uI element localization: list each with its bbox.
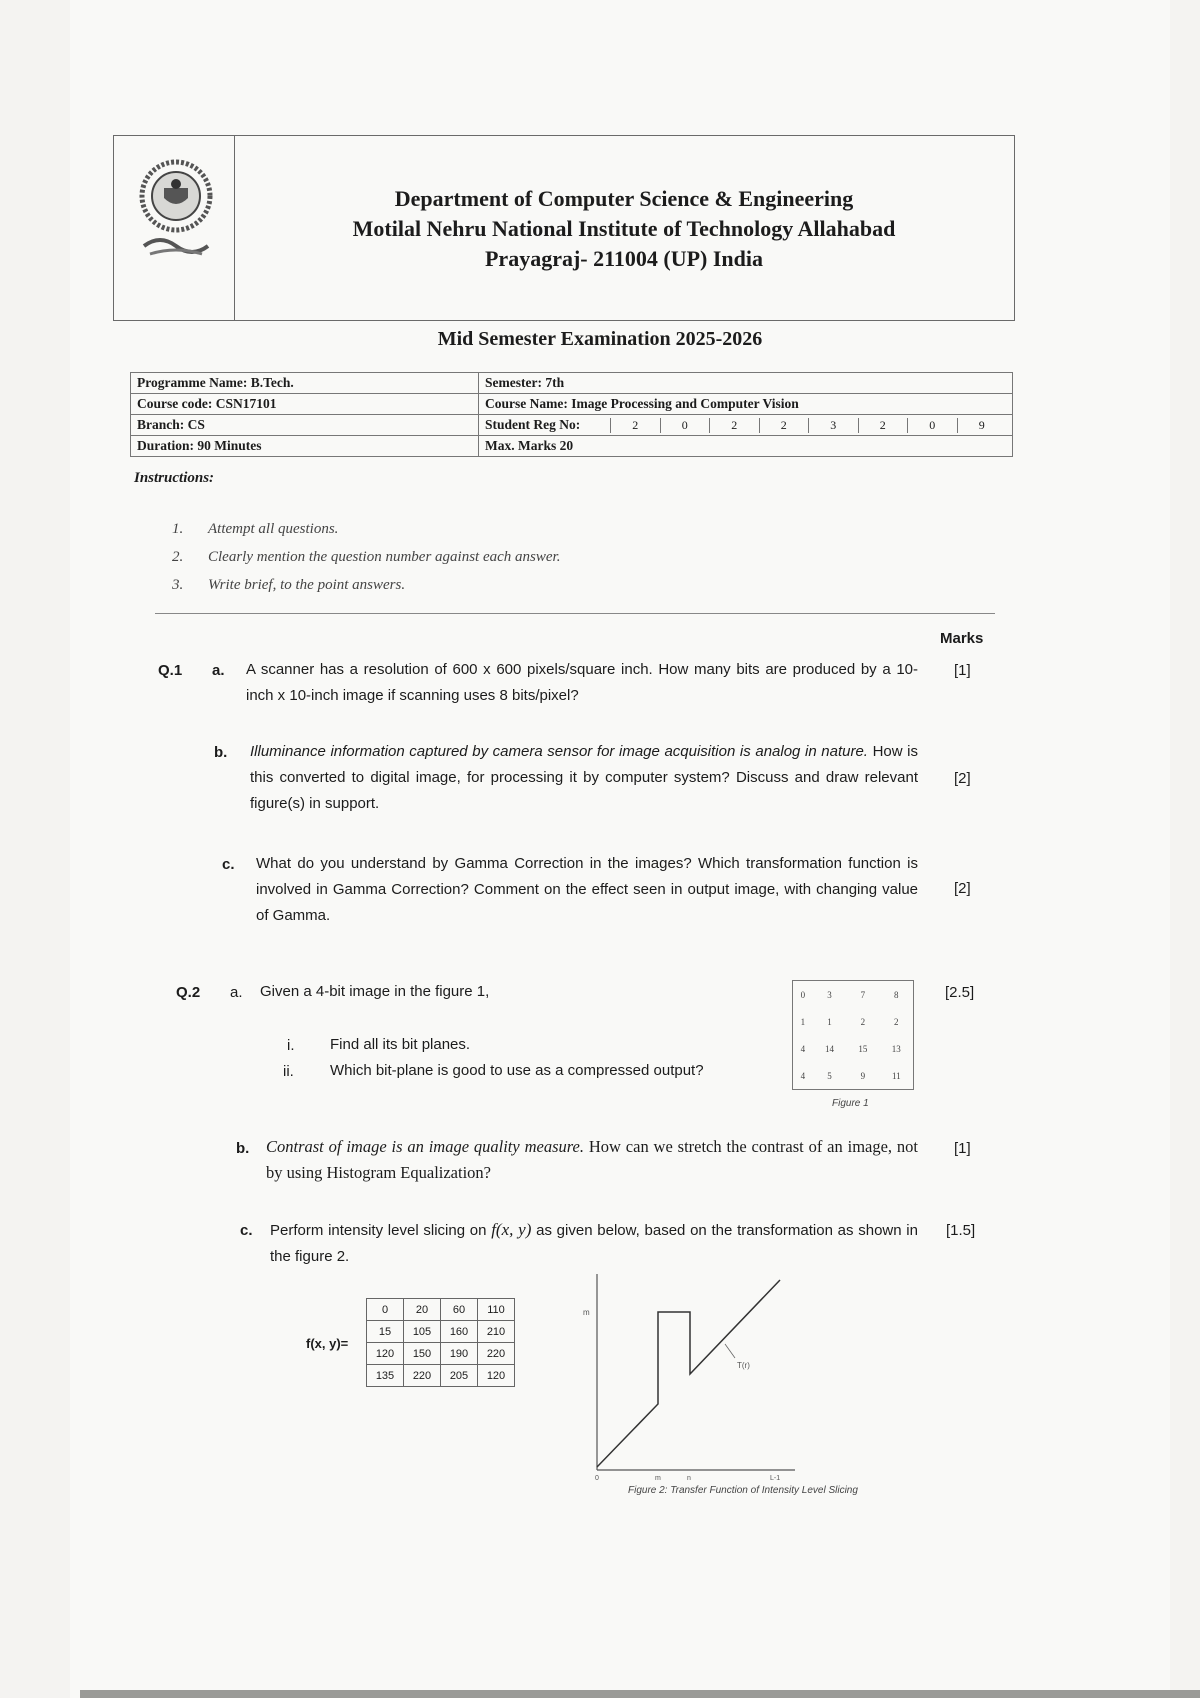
reg-digit-box: 0 [907,418,957,433]
fxy-cell: 60 [441,1299,478,1321]
q1c-marks: [2] [954,880,971,897]
department-name: Department of Computer Science & Engineering [394,186,854,211]
q2c-text-pre: Perform intensity level slicing on [270,1222,492,1239]
fxy-cell: 190 [441,1343,478,1365]
student-reg-cell [479,415,1013,436]
q2c-function-expression: f(x, y) [491,1220,532,1239]
q2a-sub-2-number: ii. [283,1063,294,1080]
figure-1-cell: 4 [800,1070,806,1081]
fxy-cell: 220 [404,1365,441,1387]
y-tick-label: m [583,1308,590,1317]
instruction-number: 2. [172,549,184,565]
q1a-text: A scanner has a resolution of 600 x 600 pixels/square inch. How many bits are produced by a 10-inch x 10-inch image if scanning uses 8 bits/pixel? [246,661,918,704]
fxy-cell: 105 [404,1321,441,1343]
figure-1-cell: 11 [891,1070,901,1081]
q2b-text [266,1134,918,1186]
reg-digit-box: 2 [610,418,660,433]
figure-1-row [793,1062,913,1089]
scan-edge [80,1690,1200,1698]
fxy-row [367,1343,515,1365]
q2a-sub-2-text: Which bit-plane is good to use as a compressed output? [330,1062,704,1079]
instruction-item [172,577,405,594]
q2c-marks: [1.5] [946,1222,976,1239]
q1a-marks: [1] [954,662,971,679]
q1b-marks: [2] [954,770,971,787]
q1b-text [250,739,918,817]
exam-info-table [130,372,1013,457]
fxy-cell: 120 [367,1343,404,1365]
figure-1-cell: 2 [894,1016,899,1027]
fxy-row [367,1365,515,1387]
divider [155,613,995,614]
instruction-text: Clearly mention the question number against each answer. [208,549,561,565]
reg-digit-box: 2 [709,418,759,433]
figure-1-row [793,1035,913,1062]
fxy-row [367,1299,515,1321]
reg-label: Student Reg No: [485,417,581,432]
q2b-plain-text: How can we stretch the contrast of an image, not by using Histogram Equalization? [266,1137,918,1182]
q2b-italic-text: Contrast of image is an image quality measure. [266,1137,584,1156]
figure-1-row [793,1008,913,1035]
reg-digit-box: 2 [858,418,908,433]
q2a-sub-1-text: Find all its bit planes. [330,1036,471,1053]
q1c-label: c. [222,856,235,873]
semester: Semester: 7th [479,373,1013,394]
course-name: Course Name: Image Processing and Computer Vision [479,394,1013,415]
reg-digit-box: 0 [660,418,710,433]
instruction-item [172,549,560,566]
instruction-number: 1. [172,521,184,537]
figure-1-cell: 5 [827,1070,832,1081]
course-code: Course code: CSN17101 [131,394,479,415]
x-tick-label: L-1 [770,1475,781,1482]
q1c-text: What do you understand by Gamma Correction in the images? Which transformation function is involved in Gamma Correction? Comment on the effect seen in output image, with changing value of Gamma. [256,855,918,924]
question-2-number: Q.2 [176,984,201,1001]
q1b-plain-text: How is this converted to digital image, for processing it by computer system? Discuss and draw relevant figure(s) in support. [250,743,918,812]
reg-digit-box: 9 [957,418,1007,433]
institute-address: Prayagraj- 211004 (UP) India [484,246,764,271]
x-tick-label: n [687,1475,691,1482]
q2a-sub-1-number: i. [287,1037,295,1054]
transfer-curve [597,1280,780,1467]
curve-pointer [725,1344,735,1358]
instruction-text: Attempt all questions. [208,521,339,537]
duration: Duration: 90 Minutes [131,436,479,457]
q2a-marks: [2.5] [945,984,975,1001]
fxy-matrix [366,1298,515,1387]
figure-1-cell: 9 [860,1070,866,1081]
figure-1-grid [792,980,914,1090]
figure-2-caption: Figure 2: Transfer Function of Intensity Level Slicing [628,1485,858,1496]
fxy-cell: 150 [404,1343,441,1365]
q2a-text: Given a 4-bit image in the figure 1, [260,983,490,1000]
figure-1-cell: 2 [860,1016,866,1027]
fxy-cell: 15 [367,1321,404,1343]
marks-header: Marks [940,630,984,647]
figure-1-cell: 7 [860,989,866,1000]
fxy-cell: 160 [441,1321,478,1343]
figure-1-cell: 15 [858,1043,868,1054]
figure-1-cell: 14 [824,1043,834,1054]
figure-1-cell: 0 [800,989,806,1000]
x-tick-label: 0 [595,1475,599,1482]
q2c-text-post: as given below, based on the transformation as shown in the figure 2. [270,1222,918,1265]
branch: Branch: CS [131,415,479,436]
figure-2-transfer-function [585,1262,805,1482]
instructions-title: Instructions: [134,470,215,486]
curve-label: T(r) [737,1361,750,1370]
instruction-item [172,521,338,538]
q1b-italic-text: Illuminance information captured by camera sensor for image acquisition is analog in nature. [250,743,868,760]
q1b-label: b. [214,744,228,761]
figure-1-caption: Figure 1 [832,1098,869,1109]
reg-digit-box: 2 [759,418,809,433]
figure-1-cell: 1 [800,1016,806,1027]
header-box [113,135,1015,321]
question-1-number: Q.1 [158,662,183,679]
figure-1-cell: 4 [800,1043,806,1054]
q1a-label: a. [212,662,225,679]
fxy-cell: 135 [367,1365,404,1387]
institute-name: Motilal Nehru National Institute of Technology Allahabad [352,216,896,241]
instruction-number: 3. [172,577,184,593]
figure-1-cell: 3 [827,989,832,1000]
figure-1-row [793,981,913,1008]
programme-name: Programme Name: B.Tech. [131,373,479,394]
fxy-cell: 210 [478,1321,515,1343]
figure-1-cell: 8 [894,989,899,1000]
q2c-label: c. [240,1222,253,1239]
fxy-cell: 205 [441,1365,478,1387]
fxy-cell: 20 [404,1299,441,1321]
instruction-text: Write brief, to the point answers. [208,577,406,593]
fxy-row [367,1321,515,1343]
x-tick-label: m [655,1475,661,1482]
reg-digit-box: 3 [808,418,858,433]
fxy-cell: 220 [478,1343,515,1365]
fxy-cell: 120 [478,1365,515,1387]
fxy-cell: 110 [478,1299,515,1321]
fxy-label: f(x, y)= [306,1336,349,1351]
q2b-marks: [1] [954,1140,971,1157]
max-marks: Max. Marks 20 [479,436,1013,457]
exam-title: Mid Semester Examination 2025-2026 [437,328,763,350]
figure-1-cell: 1 [827,1016,832,1027]
figure-1-cell: 13 [891,1043,901,1054]
header-text [244,184,1004,274]
q2b-label: b. [236,1140,250,1157]
q2a-label: a. [230,984,243,1001]
institute-logo [136,154,216,264]
fxy-cell: 0 [367,1299,404,1321]
logo-cell [114,136,235,320]
